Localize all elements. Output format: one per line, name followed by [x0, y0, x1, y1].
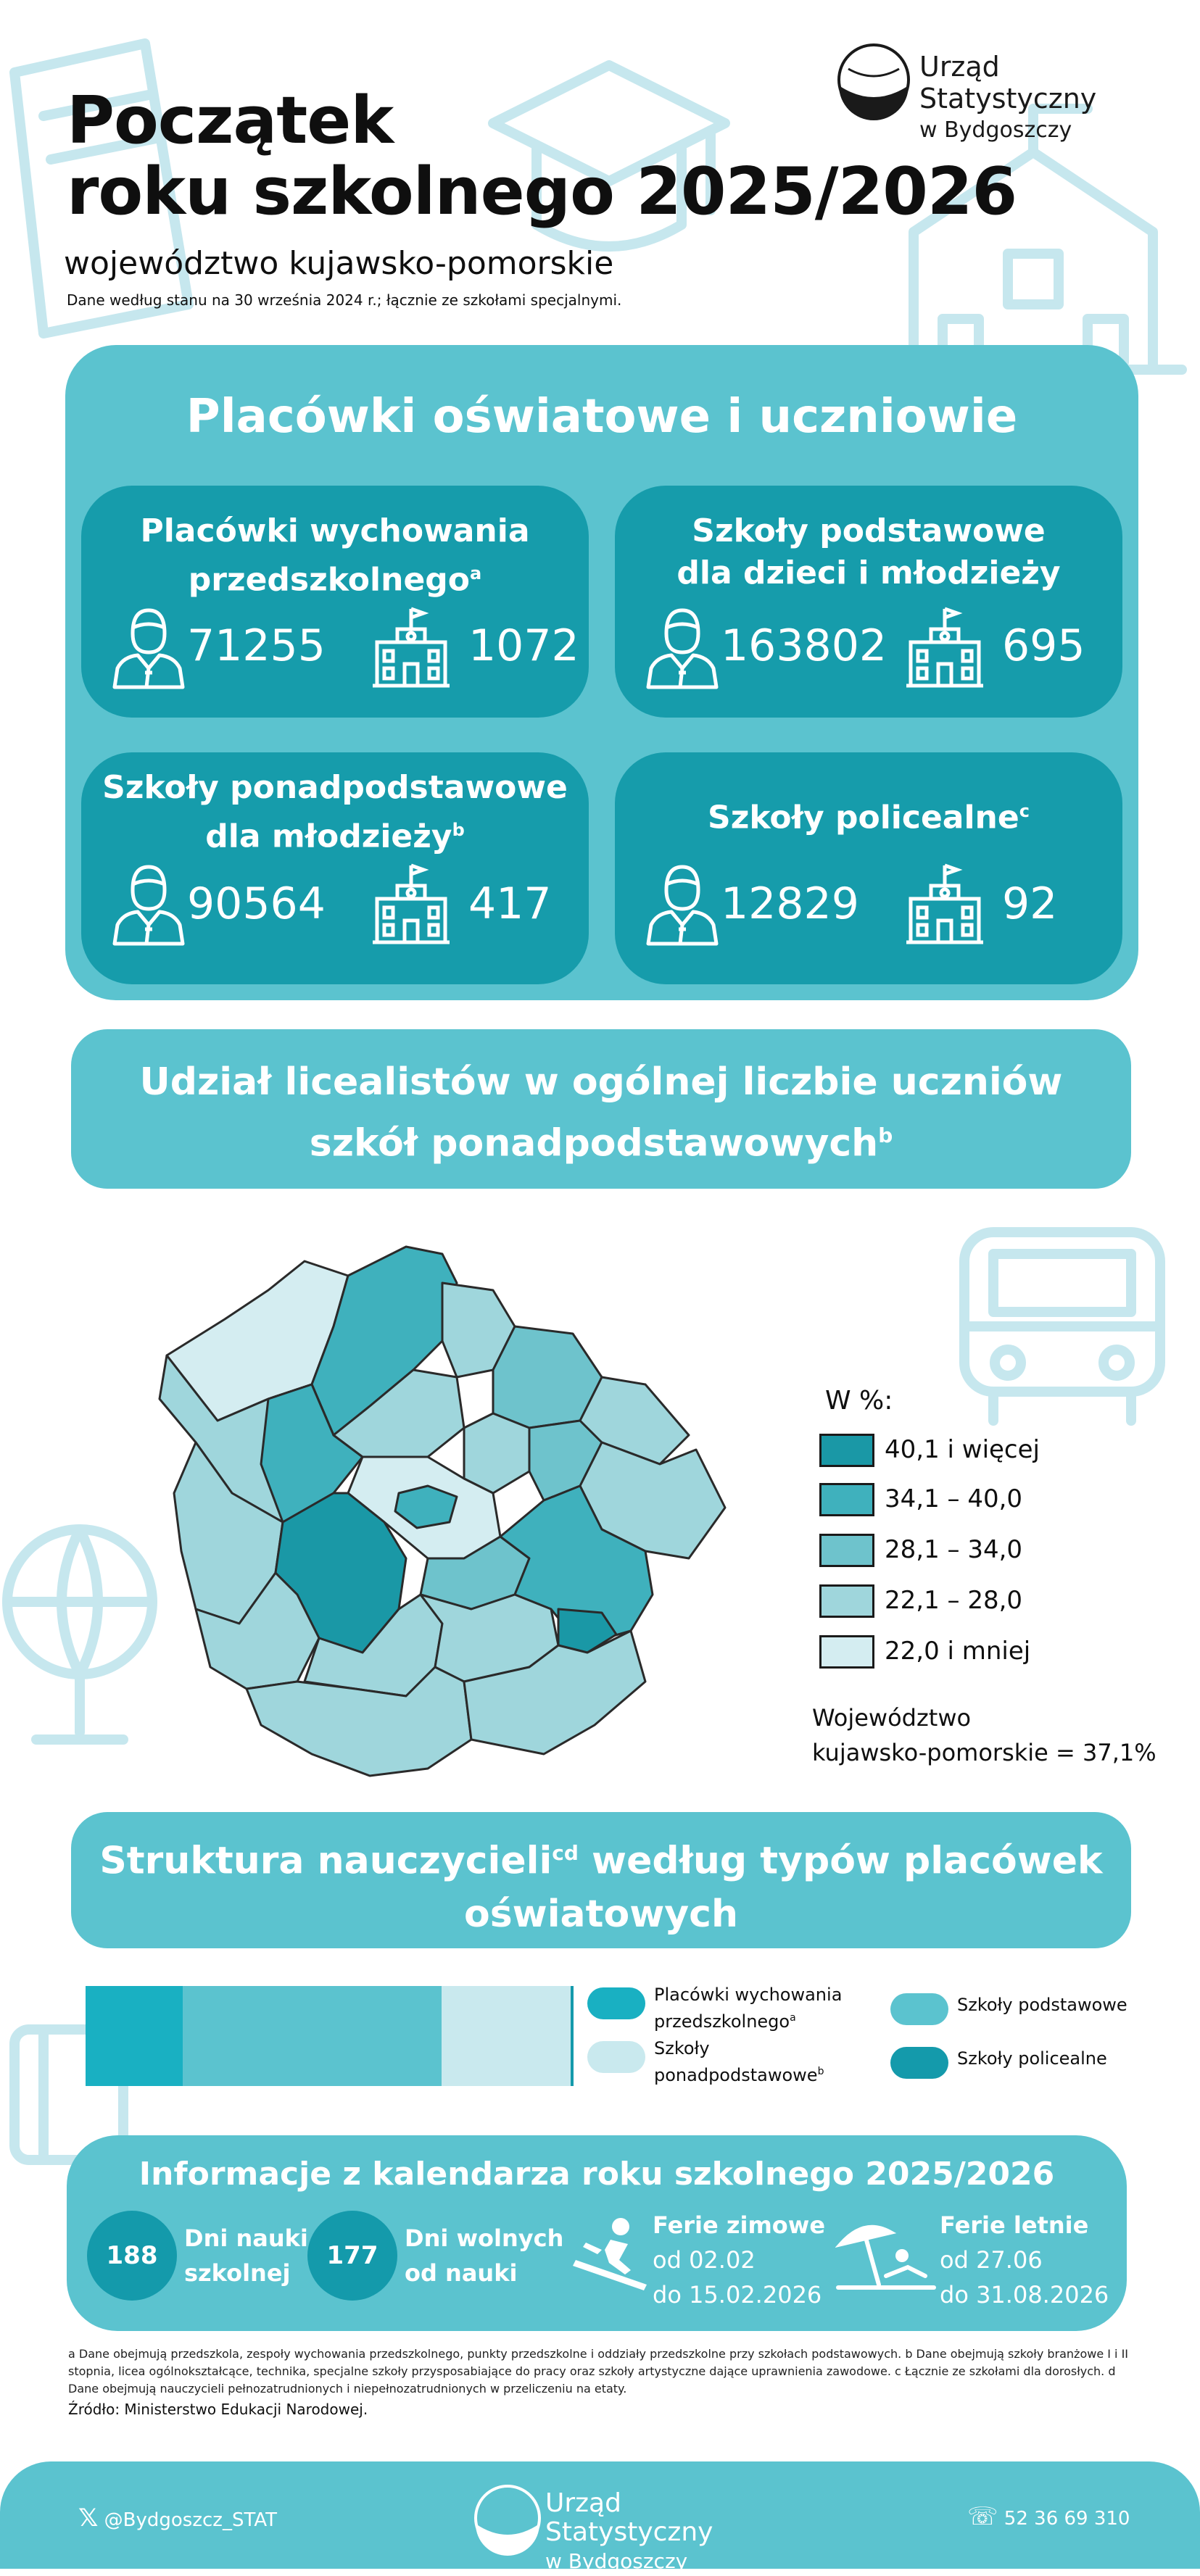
- voiv-line-2: kujawsko-pomorskie = 37,1%: [812, 1739, 1156, 1766]
- legend-label: Szkoły policealne: [957, 2048, 1107, 2069]
- legend-swatch: [819, 1635, 874, 1669]
- legend-label: 22,1 – 28,0: [885, 1586, 1023, 1615]
- beach-umbrella-icon: [835, 2215, 937, 2295]
- winter-break-title: Ferie zimowe: [653, 2211, 826, 2239]
- card-postsecondary: [615, 752, 1122, 984]
- footnote-marker: b: [817, 2066, 824, 2077]
- legend-swatch: [587, 2041, 645, 2073]
- phone-contact[interactable]: [967, 2502, 1130, 2531]
- bar-segment-postsecondary: [571, 1986, 574, 2086]
- student-icon: [642, 604, 722, 690]
- label-line-2: od nauki: [405, 2259, 518, 2287]
- footer-bar: [0, 2461, 1200, 2573]
- preschool-count: 1072: [468, 620, 579, 671]
- teacher-structure-bar: [86, 1986, 574, 2086]
- footnote-marker: a: [790, 2012, 796, 2024]
- teachers-title-line-2: oświatowych: [464, 1892, 738, 1937]
- free-days-label: [405, 2221, 563, 2290]
- footer-logo: [471, 2473, 776, 2573]
- data-source: Źródło: Ministerstwo Edukacji Narodowej.: [68, 2401, 368, 2418]
- footnote-marker: c: [1019, 801, 1030, 821]
- voiv-line-1: Województwo: [812, 1704, 972, 1732]
- legend-label: 28,1 – 34,0: [885, 1535, 1023, 1564]
- card-title: [81, 510, 589, 602]
- card-title: [615, 510, 1122, 594]
- twitter-link[interactable]: [78, 2504, 277, 2533]
- legend-swatch: [587, 1987, 645, 2019]
- winter-break-to: do 15.02.2026: [653, 2281, 822, 2309]
- card-title-line-1: Szkoły ponadpodstawowe: [102, 769, 568, 806]
- postsecondary-count: 92: [1002, 878, 1058, 929]
- card-secondary: [81, 752, 589, 984]
- phone-number: 52 36 69 310: [1004, 2508, 1130, 2530]
- title-line-2: roku szkolnego 2025/2026: [67, 154, 1017, 230]
- legend-swatch: [890, 1993, 948, 2025]
- legend-label: Szkoły podstawowe: [957, 1995, 1127, 2015]
- card-title-text: Szkoły policealne: [708, 799, 1019, 836]
- footnote-marker: a: [470, 563, 482, 583]
- data-note: Dane według stanu na 30 września 2024 r.; łącznie ze szkołami specjalnymi.: [67, 291, 622, 309]
- institutions-panel: [65, 345, 1138, 1000]
- legend-line-1: Placówki wychowania: [654, 1985, 843, 2005]
- school-icon: [902, 604, 988, 690]
- phone-icon: ☏: [967, 2502, 998, 2531]
- student-icon: [642, 861, 722, 947]
- teachers-title-line-1: [71, 1827, 1131, 1887]
- office-logo: [834, 29, 1167, 143]
- map-title-line-2: [71, 1109, 1131, 1170]
- title-line-1: Początek: [67, 83, 394, 159]
- card-title: [81, 767, 589, 858]
- card-title: [615, 790, 1122, 839]
- legend-label: [654, 1983, 842, 2033]
- summer-break-from: od 27.06: [940, 2246, 1043, 2274]
- card-title-line-2: dla dzieci i młodzieży: [676, 554, 1061, 591]
- card-title-line-1: Placówki wychowania: [140, 512, 530, 549]
- summer-break-title: Ferie letnie: [940, 2211, 1089, 2239]
- legend-label: 34,1 – 40,0: [885, 1484, 1023, 1513]
- legend-line-2: ponadpodstawowe: [654, 2065, 818, 2085]
- preschool-students: 71255: [187, 620, 326, 671]
- legend-line-1: Szkoły: [654, 2038, 710, 2058]
- school-icon: [368, 604, 454, 690]
- card-title-text: dla młodzieży: [205, 818, 452, 855]
- map-title-text: szkół ponadpodstawowych: [309, 1121, 879, 1166]
- school-days-label: [184, 2221, 308, 2290]
- skiing-icon: [568, 2215, 654, 2295]
- school-icon: [368, 861, 454, 947]
- legend-line-2: przedszkolnego: [654, 2011, 790, 2032]
- legend-item: [819, 1434, 1153, 1470]
- logo-line-2: w Bydgoszczy: [545, 2549, 688, 2573]
- bar-segment-primary: [183, 1986, 442, 2086]
- legend-label: [654, 2037, 824, 2087]
- card-preschool: [81, 486, 589, 718]
- card-title-line-2: [81, 552, 589, 602]
- map-title-line-1: Udział licealistów w ogólnej liczbie uczniów: [139, 1060, 1063, 1104]
- student-icon: [109, 861, 189, 947]
- label-line-1: Dni wolnych: [405, 2224, 564, 2252]
- institutions-title: Placówki oświatowe i uczniowie: [186, 390, 1018, 444]
- student-icon: [109, 604, 189, 690]
- twitter-handle: @Bydgoszcz_STAT: [104, 2509, 277, 2531]
- school-icon: [902, 861, 988, 947]
- secondary-count: 417: [468, 878, 552, 929]
- voivodeship-map: [152, 1218, 776, 1783]
- postsecondary-students: 12829: [721, 878, 859, 929]
- card-title-text: przedszkolnego: [188, 561, 471, 599]
- school-bus-icon: [943, 1218, 1182, 1435]
- winter-break-from: od 02.02: [653, 2246, 756, 2274]
- legend-label: 22,0 i mniej: [885, 1637, 1031, 1666]
- map-district: [464, 1413, 529, 1493]
- legend-swatch: [819, 1534, 874, 1567]
- label-line-2: szkolnej: [184, 2259, 291, 2287]
- logo-line-2: w Bydgoszczy: [919, 117, 1072, 143]
- bar-segment-preschool: [86, 1986, 183, 2086]
- footnote-marker: b: [452, 820, 465, 840]
- label-line-1: Dni nauki: [184, 2224, 308, 2252]
- teachers-section-title: [71, 1812, 1131, 1948]
- legend-title: W %:: [825, 1386, 893, 1416]
- summer-break-to: do 31.08.2026: [940, 2281, 1109, 2309]
- voivodeship-total: [812, 1700, 1156, 1770]
- calendar-panel: [67, 2135, 1127, 2331]
- legend-item: [819, 1534, 1153, 1570]
- legend-swatch: [890, 2047, 948, 2079]
- legend-label: 40,1 i więcej: [885, 1435, 1040, 1464]
- legend-swatch: [819, 1483, 874, 1516]
- x-logo-icon: 𝕏: [78, 2504, 99, 2533]
- footnotes: a Dane obejmują przedszkola, zespoły wychowania przedszkolnego, punkty przedszkolne i oddziały przedszkolne przy szkołach podstawowych. b Dane obejmują szkoły branżowe I i II stopnia, licea ogólnokształcące, technika, specjalne szkoły przysposabiające do pracy oraz szkoły artystyczne dające uprawnienia zawodowe. c Łącznie ze szkołami dla dorosłych. d Dane obejmują nauczycieli pełnozatrudnionych i niepełnozatrudnionych w przeliczeniu na etaty.: [68, 2347, 1129, 2396]
- region-subtitle: województwo kujawsko-pomorskie: [64, 245, 614, 282]
- secondary-students: 90564: [187, 878, 326, 929]
- card-title-line-1: Szkoły podstawowe: [692, 512, 1046, 549]
- legend-swatch: [819, 1584, 874, 1618]
- legend-swatch: [819, 1434, 874, 1467]
- calendar-title: Informacje z kalendarza roku szkolnego 2025/2026: [138, 2156, 1055, 2193]
- footnote-marker: b: [878, 1123, 893, 1147]
- footnote-marker: cd: [552, 1841, 579, 1865]
- teachers-title-text: Struktura nauczycieli: [99, 1839, 553, 1883]
- school-days-badge: 188: [87, 2211, 177, 2301]
- legend-item: [819, 1584, 1153, 1621]
- card-title-line-2: [81, 809, 589, 858]
- logo-line-1: Urząd Statystyczny: [919, 51, 1097, 115]
- free-days-badge: 177: [307, 2211, 397, 2301]
- primary-students: 163802: [721, 620, 887, 671]
- bar-segment-secondary: [442, 1986, 571, 2086]
- teachers-title-text: według typów placówek: [578, 1839, 1103, 1883]
- card-primary: [615, 486, 1122, 718]
- logo-line-1: Urząd Statystyczny: [545, 2488, 713, 2547]
- legend-item: [819, 1635, 1153, 1671]
- logo-emblem-icon: [471, 2473, 544, 2560]
- primary-count: 695: [1002, 620, 1085, 671]
- legend-item: [819, 1483, 1153, 1519]
- logo-emblem-icon: [834, 29, 914, 130]
- map-section-title: [71, 1029, 1131, 1189]
